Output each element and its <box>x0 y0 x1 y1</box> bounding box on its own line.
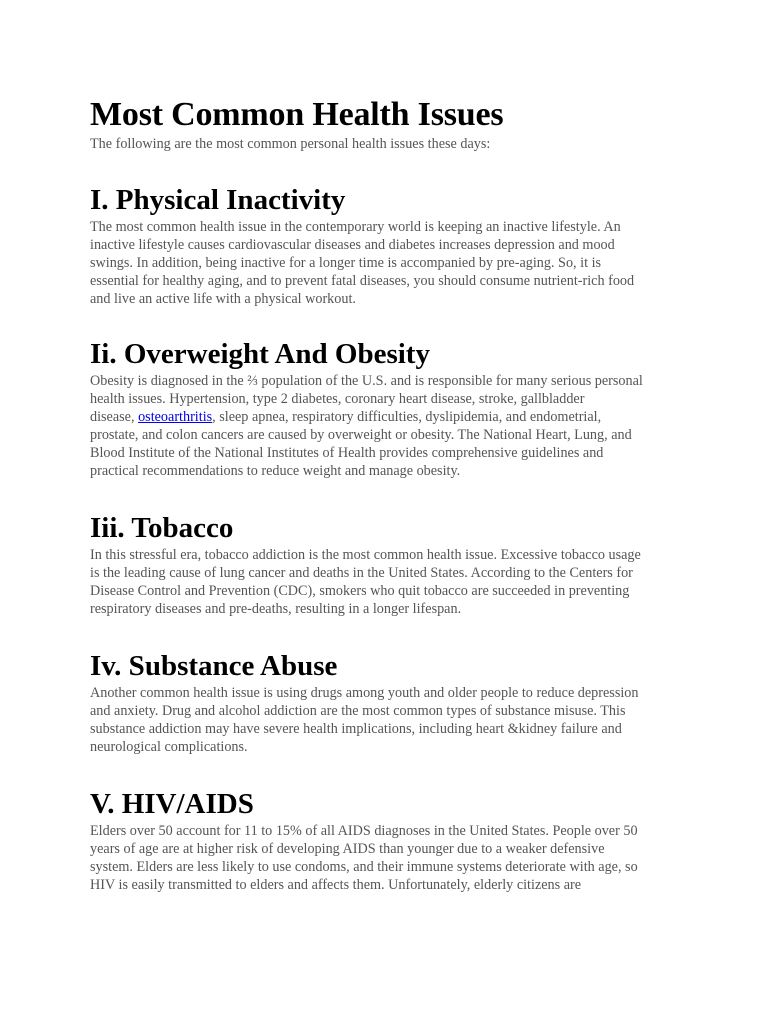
paragraph-line: Blood Institute of the National Institutes of Health provides comprehensive guidelines and <box>90 445 604 461</box>
page-title: Most Common Health Issues <box>90 96 504 133</box>
paragraph-line: respiratory diseases and pre-deaths, resulting in a longer lifespan. <box>90 601 462 617</box>
paragraph-line-with-link <box>90 408 690 426</box>
link-line-after: , sleep apnea, respiratory difficulties, dyslipidemia, and endometrial, <box>212 409 602 425</box>
paragraph-line: The most common health issue in the contemporary world is keeping an inactive lifestyle. An <box>90 219 621 235</box>
section-paragraph <box>90 684 690 756</box>
paragraph-line: and anxiety. Drug and alcohol addiction are the most common types of substance misuse. This <box>90 703 626 719</box>
section-heading: Iv. Substance Abuse <box>90 650 338 682</box>
paragraph-line: swings. In addition, being inactive for a longer time is accompanied by pre-aging. So, it is <box>90 255 602 271</box>
paragraph-line: substance addiction may have severe health implications, including heart &kidney failure and <box>90 721 622 737</box>
paragraph-line: Disease Control and Prevention (CDC), smokers who quit tobacco are succeeded in preventing <box>90 583 630 599</box>
paragraph-line: system. Elders are less likely to use condoms, and their immune systems deteriorate with age, so <box>90 859 638 875</box>
paragraph-line: Obesity is diagnosed in the ⅔ population of the U.S. and is responsible for many serious personal <box>90 373 643 389</box>
paragraph-line: is the leading cause of lung cancer and deaths in the United States. According to the Centers for <box>90 565 633 581</box>
paragraph-line: and live an active life with a physical workout. <box>90 291 356 307</box>
section-heading: Iii. Tobacco <box>90 512 234 544</box>
section-paragraph <box>90 822 690 894</box>
section-heading: Ii. Overweight And Obesity <box>90 338 430 370</box>
document-page <box>90 95 690 894</box>
link-line-before: disease, <box>90 409 139 425</box>
paragraph-line: practical recommendations to reduce weight and manage obesity. <box>90 463 461 479</box>
section-hiv-aids <box>90 787 690 894</box>
section-paragraph <box>90 546 690 618</box>
paragraph-line: In this stressful era, tobacco addiction is the most common health issue. Excessive tobacco usage <box>90 547 641 563</box>
section-paragraph <box>90 218 690 308</box>
paragraph-line: Another common health issue is using drugs among youth and older people to reduce depression <box>90 685 639 701</box>
section-physical-inactivity <box>90 183 690 308</box>
paragraph-line: prostate, and colon cancers are caused by overweight or obesity. The National Heart, Lung, and <box>90 427 632 443</box>
paragraph-line: years of age are at higher risk of developing AIDS than younger due to a weaker defensive <box>90 841 605 857</box>
paragraph-line: essential for healthy aging, and to prevent fatal diseases, you should consume nutrient-rich food <box>90 273 635 289</box>
section-substance-abuse <box>90 649 690 756</box>
paragraph-line: HIV is easily transmitted to elders and affects them. Unfortunately, elderly citizens are <box>90 877 582 893</box>
paragraph-line: Elders over 50 account for 11 to 15% of all AIDS diagnoses in the United States. People over 50 <box>90 823 638 839</box>
osteoarthritis-link[interactable]: osteoarthritis <box>138 409 213 425</box>
section-tobacco <box>90 511 690 618</box>
section-overweight-obesity <box>90 337 690 480</box>
section-paragraph <box>90 372 690 480</box>
section-heading: V. HIV/AIDS <box>90 788 254 820</box>
paragraph-line: neurological complications. <box>90 739 248 755</box>
paragraph-line: inactive lifestyle causes cardiovascular diseases and diabetes increases depression and mood <box>90 237 615 253</box>
intro-paragraph <box>90 135 690 153</box>
intro-line: The following are the most common personal health issues these days: <box>90 136 491 152</box>
paragraph-line: health issues. Hypertension, type 2 diabetes, coronary heart disease, stroke, gallbladder <box>90 391 585 407</box>
section-heading: I. Physical Inactivity <box>90 184 346 216</box>
